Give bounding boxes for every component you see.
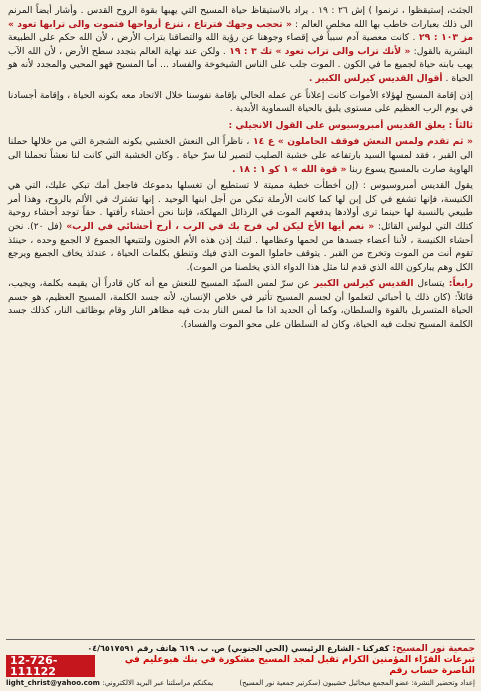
paragraph — [8, 277, 473, 331]
emphasis-text: « قوة الله » ١ كو ١ : ١٨ . — [231, 163, 347, 175]
paragraph — [8, 179, 473, 274]
body-text: . ولكن عند نهاية العالم بتجدد سطح الأرض ، لأن الله الآب يهب بابنه حياة لجميع ما في الكون . الموت جلب على الناس الشيخوخة والفساد ... أما المسيح فهو المحيي والمجدد لأنه هو الحياة . — [8, 45, 473, 84]
contact-line — [6, 677, 475, 689]
body-text: يقول القديس أمبروسيوس : (إن أخطأت خطية مميتة لا تستطيع أن تغسلها بدموعك فاجعل أمك تبكي عليك، التي هي الكنيسة، فإنها تشفع في كل إبن لها كما كانت الأرملة تبكي من أجل ابنها الوحيد . إنها تشترك في الألم بالروح، وهذا أمر طبيعي بالنسبة لها حينما ترى أولادها يدفعهم الموت في الرذائل المهلكة، فإننا نحن أحشاء رأفتها . حقاً توجد أحشاء روحية كتلك التي لبولس القائل: — [8, 180, 473, 232]
emphasis-text: القديس كيرلس الكبير — [309, 278, 414, 290]
body-text: عن سرّ لمس السيّد المسيح للنعش مع أنه كان قادراً أن يقيمه بكلمة، ويجيب، قائلاً: (كان ذلك يا أحبائي لتعلموا أن لجسم المسيح تأثير في خلاص الإنسان، لأنه جسد الكلمة، المسيح العظيم، هو جسم الحياة المتسربل بالقوة والسلطان، وكما أن الحديد اذا ما لمس النار بدت فيه مظاهر النار وقام بوظائف النار، كذلك جسد الكلمة المسيح تجلت فيه الحياة، وكان له السلطان على محو الموت والفساد). — [8, 278, 473, 331]
society-line — [6, 643, 475, 655]
account-number: 12-726-111122 — [6, 655, 95, 677]
paragraph — [8, 4, 473, 86]
emphasis-text: « ثم تقدم ولمس النعش فوقف الحاملون » ع ١٤ — [249, 136, 473, 148]
footer-divider — [6, 639, 475, 640]
paragraph — [8, 119, 473, 133]
body-text: ، ناظراً الى النعش الخشبي بكونه الشجرة التي من خلالها حملنا الى القبر ، فقد لمسها السيد بارتفاعه على خشبة الصليب لتصير لنا سرّ حياة . وكان الخشبة التي كانت لنا نعشاً تحملنا الى الهاوية صارت بالمسيح يسوع ربنا — [8, 136, 473, 175]
body-text: . كانت معصية آدم سبباً في إقصاء وجوهنا عن رؤية الله والتصاقنا بتراب الأرض ، لأن الله حكم على الطبيعة البشرية بالقول: — [8, 32, 473, 57]
body-text: يتساءل — [413, 278, 445, 290]
email-label: يمكنكم مراسلتنا عبر البريد الالكتروني: — [102, 679, 214, 687]
emphasis-text: رابعاً: — [444, 278, 473, 290]
body-text: إذن إقامة المسيح لهؤلاء الأموات كانت إعلاناً عن عمله الحالي بإقامة نفوسنا خلال الاتحاد معه بكونه الحياة ، وإقامة أجسادنا في يوم الرب العظيم على مستوى يليق بالحياة السماوية الأبدية . — [8, 89, 473, 115]
emphasis-text: ثالثاً : يعلق القديس أمبروسيوس على القول الانجيلي : — [228, 119, 473, 131]
footer — [6, 637, 475, 689]
body-text: (فل ٢٠). نحن أحشاء الكنيسة ، لأننا أعضاء جسدها من لحمها وعظامها . لتبك إذن هذه الأم الحنون ولتتبعها الجموع لا الجمع وحده ، حينئذ تقوم أنت من الموت وتخرج من القبر . يتوقف حاملوا الموت الذي فيك وتنطق بكلمات الحياة ، عندئذ يخاف الجميع ويرجع الكل وهم يباركون الله الذي قدم لنا مثل هذا الدواء الذي يخلصنا من الموت). — [8, 220, 473, 273]
paragraph — [8, 89, 473, 116]
donation-text: تبرعات القرّاء المؤمنين الكرام تقبل لمجد المسيح مشكورة في بنك هبوعليم في الناصرة حساب رقم — [124, 655, 475, 676]
paragraph — [8, 135, 473, 176]
email-link[interactable]: light_christ@yahoo.com — [6, 679, 100, 687]
emphasis-text: الجثث، إستيقظوا ، ترنموا ) إش ٢٦ : ١٩ . يراد بالاستيقاظ حياة المسيح التي يهبها بقوة الروح القدس . وأشار أيضاً المرنم الى ذلك بعبارات خاطب بها الله مخلص العالم : — [8, 5, 473, 30]
society-address: كفركنا - الشارع الرئيسي (الحي الجنوبي) ص. ب. ٦١٩ هاتف رقم ٠٤/٦٥١٧٥٩١ — [87, 644, 390, 653]
article-body — [8, 4, 473, 332]
emphasis-text: « لأنك تراب والى تراب تعود » تك ٣ : ١٩ — [225, 45, 411, 57]
donation-line — [6, 655, 475, 677]
emphasis-text: « نعم أيها الأخ ليكن لي فرح بك في الرب ، أرح أحشائي في الرب» — [62, 220, 375, 232]
credits: إعداد وتحضير النشرة: عضو المجمع ميخائيل خشيبون (سكرتير جمعية نور المسيح) — [239, 678, 475, 687]
society-label: جمعية نور المسيح: — [389, 644, 475, 654]
emphasis-text: أقوال القديس كيرلس الكبير . — [308, 72, 443, 84]
emphasis-text: « تحجب وجهك فترتاع ، تنزع أرواحها فتموت والى ترابها تعود » مز ١٠٣ : ٢٩ — [8, 18, 474, 44]
